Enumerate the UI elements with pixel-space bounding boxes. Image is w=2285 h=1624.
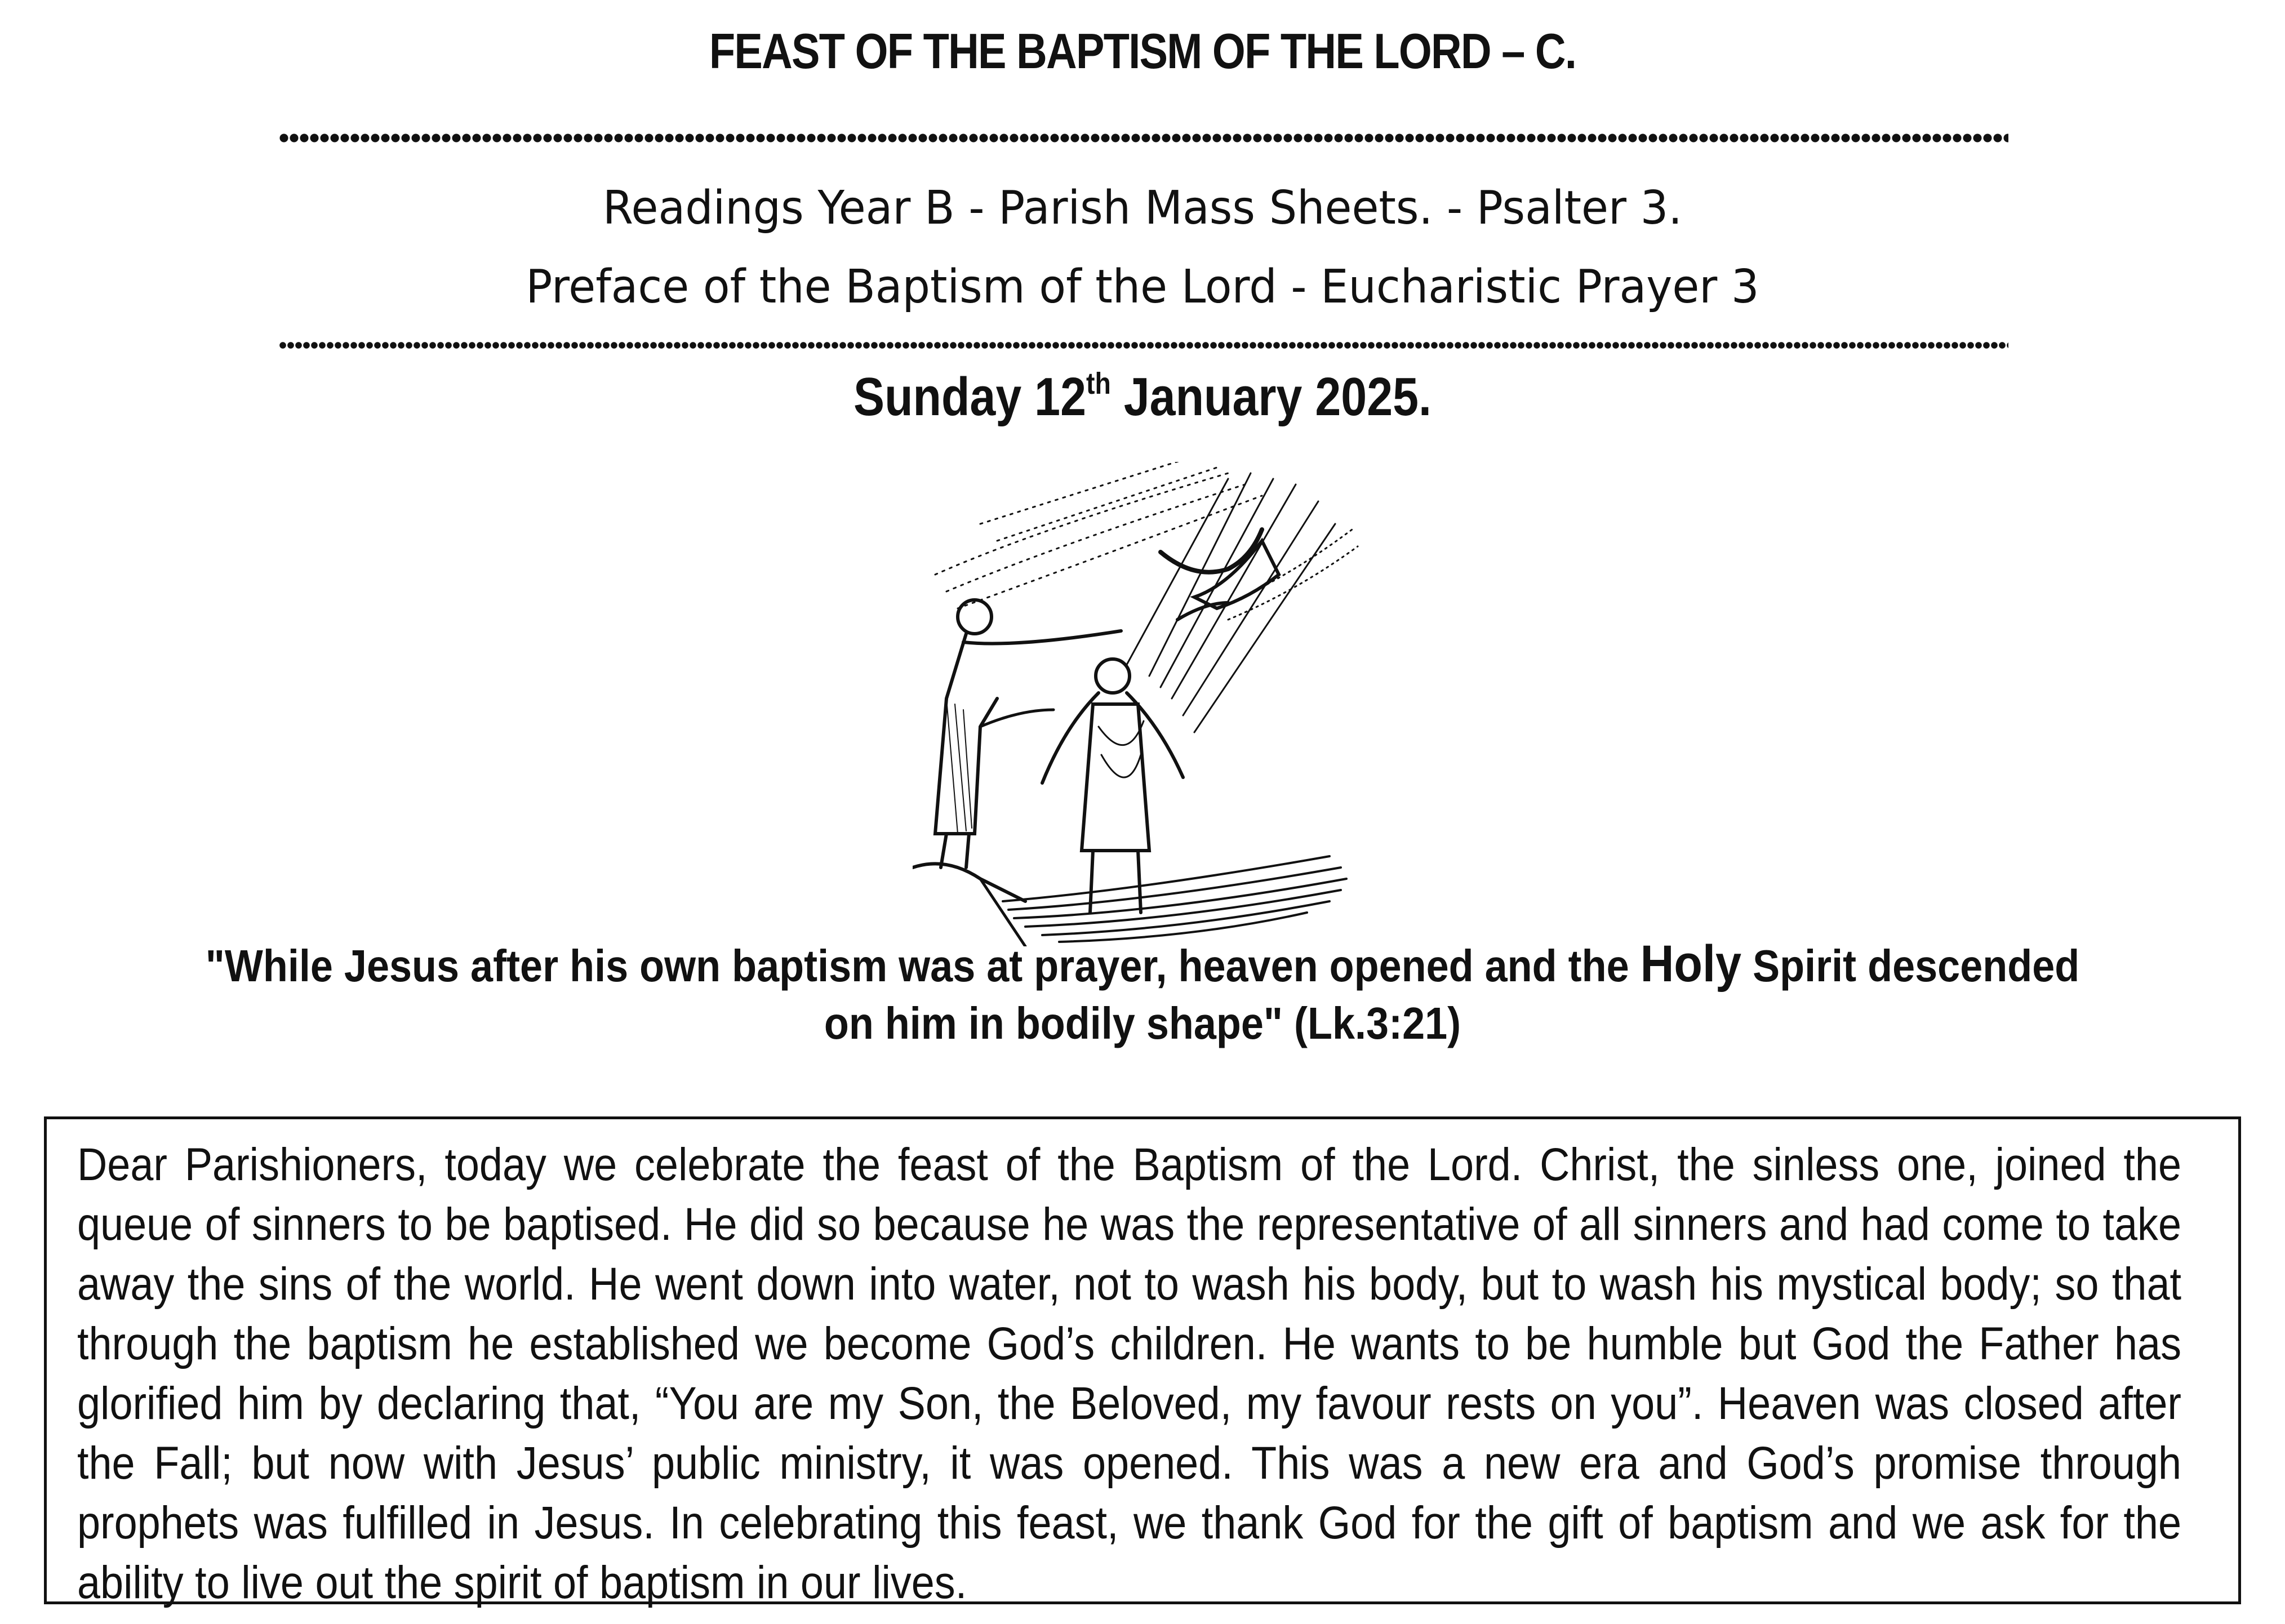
scripture-quote [180, 935, 2105, 1052]
date-suffix: January 2025. [1110, 367, 1432, 427]
quote-part-1: "While Jesus after his own baptism was at prayer, heaven opened and the [205, 941, 1641, 991]
date-ordinal: th [1086, 367, 1111, 401]
pastoral-message-box [44, 1116, 2241, 1608]
page-title: FEAST OF THE BAPTISM OF THE LORD – C. [709, 23, 1576, 79]
preface-line: Preface of the Baptism of the Lord - Eucharistic Prayer 3 [526, 260, 1759, 314]
quote-holy: Holy [1640, 935, 1742, 993]
dotted-divider-top [279, 131, 2008, 145]
readings-info [57, 169, 2228, 327]
date-line [160, 366, 2125, 428]
baptism-of-jesus-illustration-icon [913, 462, 1363, 946]
pastoral-message-text: Dear Parishioners, today we celebrate the feast of the Baptism of the Lord. Christ, the sinless one, joined the queue of sinners to be baptised. He did so because he was the representative of all sinners and had come to take away the sins of the world. He went down into water, not to wash his body, but to wash his mystical body; so that through the baptism he established we become God’s children. He wants to be humble but God the Father has glorified him by declaring that, “You are my Son, the Beloved, my favour rests on you”. Heaven was closed after the Fall; but now with Jesus’ public ministry, it was opened. This was a new era and God’s promise through prophets was fulfilled in Jesus. In celebrating this feast, we thank God for the gift of baptism and we ask for the ability to live out the spirit of baptism in our lives. [77, 1139, 2181, 1608]
dotted-divider-bottom [279, 340, 2008, 351]
date-prefix: Sunday 12 [853, 367, 1086, 427]
readings-line: Readings Year B - Parish Mass Sheets. - Psalter 3. [602, 181, 1683, 235]
quote-part-2: Spirit descended on him in bodily shape" (Lk.3:21) [824, 941, 2080, 1048]
